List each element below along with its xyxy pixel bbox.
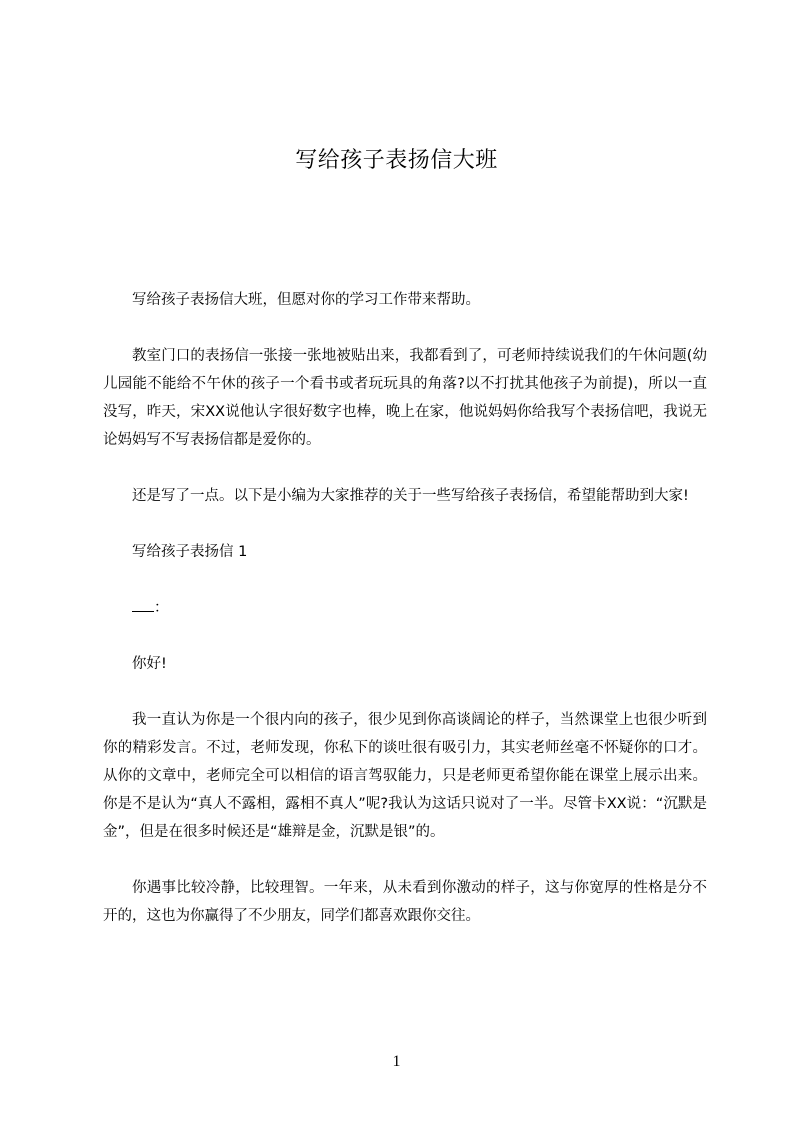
document-title: 写给孩子表扬信大班 [295, 148, 498, 173]
page-number: 1 [392, 1053, 401, 1070]
salutation-colon: ： [154, 600, 169, 616]
body-paragraph-1: 教室门口的表扬信一张接一张地被贴出来，我都看到了，可老师持续说我们的午休问题(幼儿园能不能给不午休的孩子一个看书或者玩玩具的角落?以不打扰其他孩子为前提)，所以一直没写，昨天，宋XX说他认字很好数字也棒，晚上在家，他说妈妈你给我写个表扬信吧，我说无论妈妈写不写表扬信都是爱你的。 [103, 348, 707, 448]
salutation-blank [132, 597, 154, 612]
intro-paragraph: 写给孩子表扬信大班，但愿对你的学习工作带来帮助。 [132, 292, 480, 308]
body-paragraph-4: 你遇事比较冷静，比较理智。一年来，从未看到你激动的样子，这与你宽厚的性格是分不开的，这也为你赢得了不少朋友，同学们都喜欢跟你交往。 [103, 880, 707, 924]
salutation-line [103, 594, 707, 622]
body-paragraph-2: 还是写了一点。以下是小编为大家推荐的关于一些写给孩子表扬信，希望能帮助到大家! [132, 488, 689, 504]
body-paragraph-3: 我一直认为你是一个很内向的孩子，很少见到你高谈阔论的样子，当然课堂上也很少听到你的精彩发言。不过，老师发现，你私下的谈吐很有吸引力，其实老师丝毫不怀疑你的口才。从你的文章中，老师完全可以相信的语言驾驭能力，只是老师更希望你能在课堂上展示出来。你是不是认为“真人不露相，露相不真人”呢?我认为这话只说对了一半。尽管卡XX说：“沉默是金”，但是在很多时候还是“雄辩是金，沉默是银”的。 [103, 712, 707, 840]
document-body [103, 286, 707, 958]
greeting: 你好! [132, 656, 167, 672]
letter-heading: 写给孩子表扬信 1 [132, 544, 248, 560]
